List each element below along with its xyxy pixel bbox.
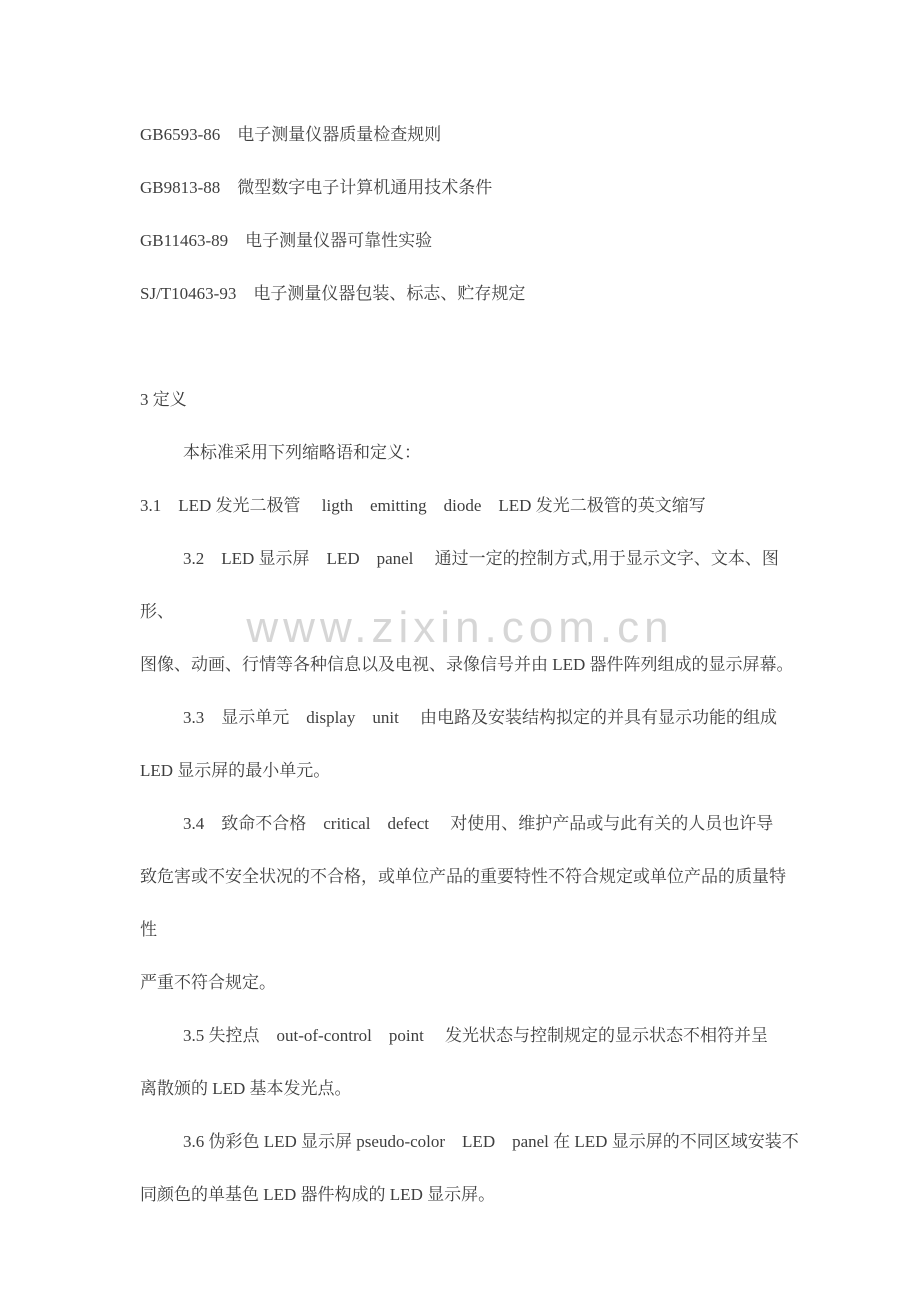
paragraph-line: 同颜色的单基色 LED 器件构成的 LED 显示屏。 xyxy=(140,1185,496,1204)
paragraph-line: 致危害或不安全状况的不合格，或单位产品的重要特性不符合规定或单位产品的质量特性 xyxy=(140,867,786,939)
definition-line: 3.1 LED 发光二极管 ligth emitting diode LED 发光二极管的英文缩写 xyxy=(140,496,706,515)
document-body xyxy=(140,108,800,1221)
paragraph-line: 严重不符合规定。 xyxy=(140,973,276,992)
definition-line: 3.4 致命不合格 critical defect 对使用、维护产品或与此有关的人员也许导 xyxy=(183,814,774,833)
definition-line: 3.6 伪彩色 LED 显示屏 pseudo-color LED panel 在 LED 显示屏的不同区域安装不 xyxy=(183,1132,799,1151)
section-heading: 3 定义 xyxy=(140,390,187,409)
reference-line: GB11463-89 电子测量仪器可靠性实验 xyxy=(140,231,433,250)
reference-line: SJ/T10463-93 电子测量仪器包装、标志、贮存规定 xyxy=(140,284,526,303)
paragraph-line: 离散颁的 LED 基本发光点。 xyxy=(140,1079,352,1098)
paragraph-line: 本标准采用下列缩略语和定义： xyxy=(183,443,421,462)
definition-line: 3.2 LED 显示屏 LED panel 通过一定的控制方式,用于显示文字、文本、图形、 xyxy=(140,549,779,621)
watermark-text: www.zixin.com.cn xyxy=(246,603,674,652)
reference-line: GB9813-88 微型数字电子计算机通用技术条件 xyxy=(140,178,493,197)
paragraph-line: 图像、动画、行情等各种信息以及电视、录像信号并由 LED 器件阵列组成的显示屏幕。 xyxy=(140,655,794,674)
reference-line: GB6593-86 电子测量仪器质量检查规则 xyxy=(140,125,442,144)
definition-line: 3.5 失控点 out-of-control point 发光状态与控制规定的显示状态不相符并呈 xyxy=(183,1026,769,1045)
definition-line: 3.3 显示单元 display unit 由电路及安装结构拟定的并具有显示功能的组成 xyxy=(183,708,778,727)
paragraph-line: LED 显示屏的最小单元。 xyxy=(140,761,331,780)
